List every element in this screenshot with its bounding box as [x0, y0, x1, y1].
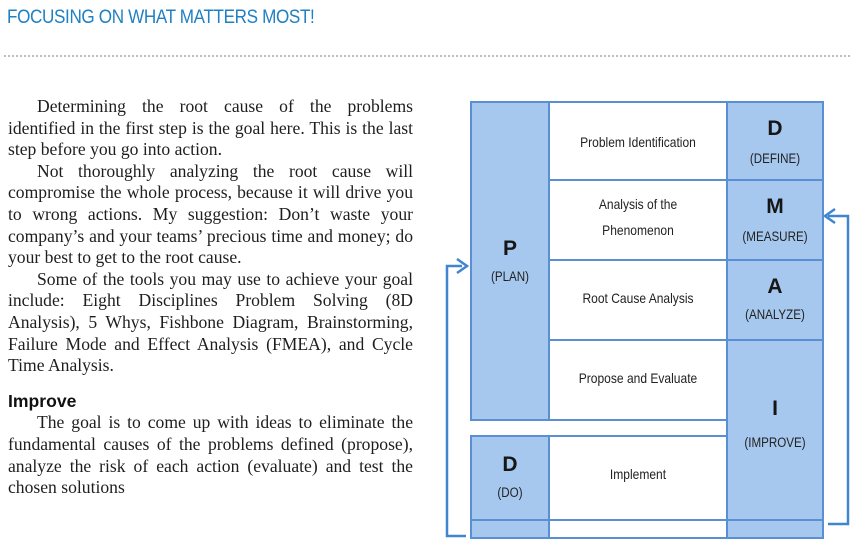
- define-block: [726, 101, 824, 181]
- do-label: (DO): [497, 485, 523, 500]
- step-next: [548, 519, 728, 539]
- next-block-right: [726, 519, 824, 539]
- step-propose-evaluate: Propose and Evaluate: [548, 339, 728, 421]
- improve-block: [726, 339, 824, 521]
- do-letter: D: [502, 453, 518, 476]
- analyze-label: (ANALYZE): [745, 307, 805, 322]
- paragraph-tools: Some of the tools you may use to achieve your goal include: Eight Disciplines Problem Solving (8D Analysis), 5 Whys, Fishbone Diagram, Brainstorming, Failure Mode and Effect Analysis (FMEA), and Cycle Time Analysis.: [8, 268, 413, 376]
- analyze-block: [726, 259, 824, 341]
- improve-heading: Improve: [8, 390, 77, 411]
- measure-letter: M: [766, 195, 784, 218]
- right-feedback-arrow-icon: [820, 204, 854, 534]
- plan-block: [470, 101, 550, 421]
- measure-label: (MEASURE): [742, 229, 808, 244]
- improve-letter: I: [772, 397, 778, 420]
- paragraph-analysis: Not thoroughly analyzing the root cause will compromise the whole process, because it will drive you to wrong actions. My suggestion: Don’t waste your company’s and your teams’ precious time and money; do your best to get to the root cause.: [8, 160, 413, 268]
- define-letter: D: [767, 117, 783, 140]
- define-label: (DEFINE): [749, 151, 801, 166]
- step-root-cause-analysis: Root Cause Analysis: [548, 259, 728, 341]
- do-block: [470, 435, 550, 527]
- plan-label: (PLAN): [490, 269, 530, 284]
- step-analysis-phenomenon: Analysis of the Phenomenon: [548, 179, 728, 261]
- page-header: FOCUSING ON WHAT MATTERS MOST!: [7, 7, 315, 28]
- improve-label: (IMPROVE): [744, 435, 806, 450]
- plan-letter: P: [502, 237, 517, 260]
- measure-block: [726, 179, 824, 261]
- left-feedback-arrow-icon: [440, 246, 472, 546]
- paragraph-improve: The goal is to come up with ideas to eliminate the fundamental causes of the problems defined (propose), analyze the risk of each action (evaluate) and test the chosen solutions: [8, 412, 413, 498]
- step-implement: Implement: [548, 435, 728, 521]
- step-problem-identification: Problem Identification: [548, 101, 728, 181]
- next-block-left: [470, 519, 550, 539]
- article-column: [8, 96, 413, 499]
- paragraph-root-cause: Determining the root cause of the problems identified in the first step is the goal here. This is the last step before you go into action.: [8, 96, 413, 160]
- pdca-dmaic-diagram: [440, 96, 854, 532]
- analyze-letter: A: [767, 275, 783, 298]
- dotted-divider: [4, 55, 850, 57]
